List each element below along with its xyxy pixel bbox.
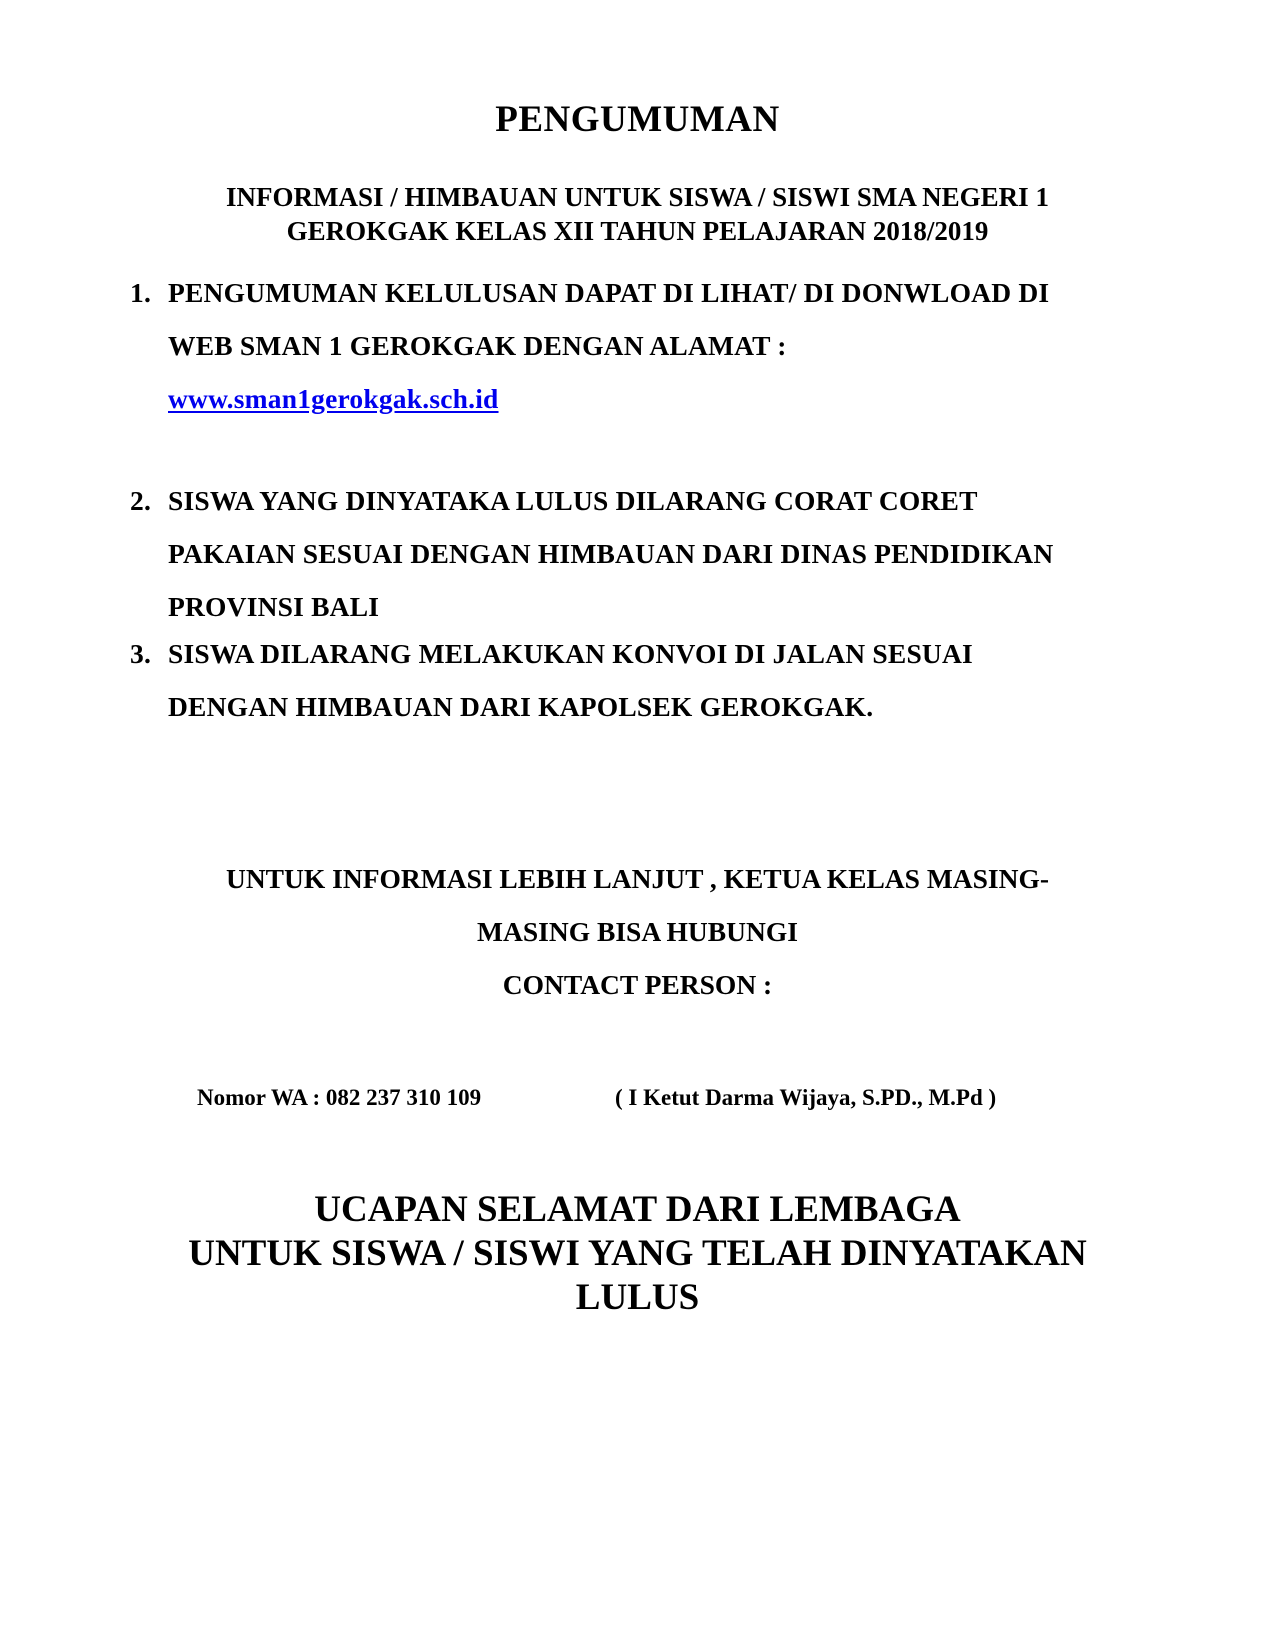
closing-line: UCAPAN SELAMAT DARI LEMBAGA bbox=[314, 1189, 961, 1230]
list-item-2 bbox=[130, 474, 1180, 633]
contact-line: MASING BISA HUBUNGI bbox=[477, 916, 798, 947]
contact-person-label: CONTACT PERSON : bbox=[502, 969, 773, 1000]
website-link[interactable]: www.sman1gerokgak.sch.id bbox=[168, 383, 499, 414]
whatsapp-number: Nomor WA : 082 237 310 109 bbox=[197, 1085, 482, 1110]
subtitle-line: GEROKGAK KELAS XII TAHUN PELAJARAN 2018/2019 bbox=[286, 216, 989, 246]
list-item-line: WEB SMAN 1 GEROKGAK DENGAN ALAMAT : bbox=[168, 330, 787, 361]
closing-message bbox=[0, 1188, 1275, 1320]
closing-line: UNTUK SISWA / SISWI YANG TELAH DINYATAKAN bbox=[188, 1233, 1087, 1274]
list-item-line: PAKAIAN SESUAI DENGAN HIMBAUAN DARI DINAS PENDIDIKAN bbox=[168, 538, 1054, 569]
list-item-line: SISWA DILARANG MELAKUKAN KONVOI DI JALAN SESUAI bbox=[168, 638, 973, 669]
contact-person-name: ( I Ketut Darma Wijaya, S.PD., M.Pd ) bbox=[615, 1085, 997, 1110]
list-number: 1. bbox=[130, 277, 152, 308]
list-number: 2. bbox=[130, 485, 152, 516]
subtitle bbox=[120, 180, 1155, 248]
list-item-line: PENGUMUMAN KELULUSAN DAPAT DI LIHAT/ DI DONWLOAD DI bbox=[168, 277, 1050, 308]
list-number: 3. bbox=[130, 638, 152, 669]
list-item-line: SISWA YANG DINYATAKA LULUS DILARANG CORAT CORET bbox=[168, 485, 978, 516]
list-item-line: DENGAN HIMBAUAN DARI KAPOLSEK GEROKGAK. bbox=[168, 691, 874, 722]
closing-line: LULUS bbox=[575, 1277, 700, 1318]
list-item-3 bbox=[130, 627, 1180, 733]
list-item-line: PROVINSI BALI bbox=[168, 591, 380, 622]
contact-info bbox=[0, 852, 1275, 1011]
subtitle-line: INFORMASI / HIMBAUAN UNTUK SISWA / SISWI SMA NEGERI 1 bbox=[226, 182, 1049, 212]
page-title: PENGUMUMAN bbox=[495, 99, 780, 140]
list-item-1 bbox=[130, 266, 1180, 425]
contact-line: UNTUK INFORMASI LEBIH LANJUT , KETUA KELAS MASING- bbox=[225, 863, 1050, 894]
